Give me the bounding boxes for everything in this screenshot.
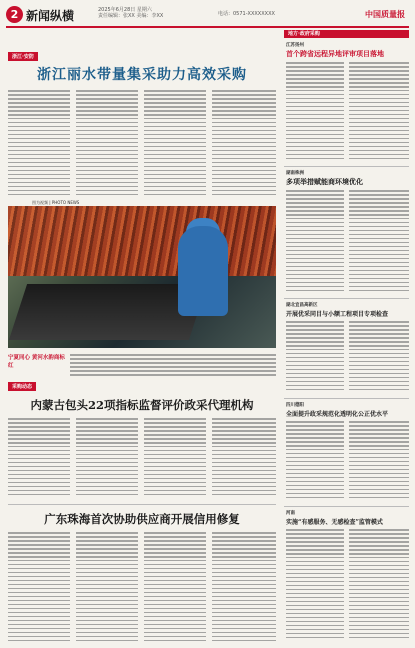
divider [284,166,409,167]
title-deyang: 全面提升政采规范化透明化公正优水平 [286,411,389,418]
divider [8,504,276,505]
header-contact: 电话：0571-XXXXXXXX [218,11,275,17]
kicker-deyang: 四川德阳 [286,403,304,408]
kicker-yichang: 湖北宜昌高新区 [286,303,318,308]
kicker-yangzhou: 江苏扬州 [286,43,304,48]
section-title: 新闻纵横 [26,9,75,23]
baotou-body-col2 [76,418,138,498]
header-meta [98,7,168,19]
divider [284,398,409,399]
section-tag: 浙江·安防 [8,52,38,61]
header-editors: 责任编辑：张XX 美编：李XX [98,13,164,19]
body-yichang-col1 [286,321,344,393]
title-yichang: 开展优采同目与小额工程项目专项检查 [286,311,389,318]
headline-zhuhai: 广东珠海首次协助供应商开展信用修复 [44,512,240,526]
photo-caption-title: 宁夏同心 黄河水韵商标红 [8,355,65,369]
lead-headline: 浙江丽水带量集采助力高效采购 [37,67,247,83]
kicker-zhuzhou: 湖南株洲 [286,171,304,176]
header-date: 2025年6月28日 星期六 [98,7,152,13]
masthead [6,4,409,28]
body-yangzhou-col2 [349,62,409,162]
body-deyang-col2 [349,421,409,501]
lead-body-col1 [8,90,70,198]
lead-body-col2 [76,90,138,198]
photo-caption-body [70,354,276,378]
zhuhai-body-col2 [76,532,138,644]
newspaper-brand: 中国质量报 [365,9,405,19]
divider [284,298,409,299]
worker-image [178,226,228,316]
page-number-badge: 2 [6,6,23,23]
kicker-henan: 河南 [286,511,295,516]
zhuhai-body-col3 [144,532,206,644]
title-zhuzhou: 多项举措赋能商环境优化 [286,177,363,186]
body-deyang-col1 [286,421,344,501]
right-section-label: 地方·政府采购 [288,31,320,37]
headline-baotou: 内蒙古包头22项指标监督评价政采代理机构 [30,398,254,412]
right-section-bar [284,30,409,38]
photo-credit: 图为视频 | PHOTO NEWS [32,200,80,205]
title-yangzhou: 首个跨省远程异地评审项目落地 [286,49,384,58]
body-yangzhou-col1 [286,62,344,162]
baotou-body-col4 [212,418,276,498]
body-henan-col2 [349,529,409,641]
body-zhuzhou-col1 [286,190,344,294]
divider [284,506,409,507]
title-henan: 实施“有感服务、无感检查”监管模式 [286,519,383,526]
baotou-body-col1 [8,418,70,498]
baotou-body-col3 [144,418,206,498]
lead-body-col3 [144,90,206,198]
section-tag-2: 采购动态 [8,382,36,391]
body-henan-col1 [286,529,344,641]
lead-body-col4 [212,90,276,198]
body-zhuzhou-col2 [349,190,409,294]
goji-berries-image [8,206,276,276]
news-photo [8,206,276,348]
body-yichang-col2 [349,321,409,393]
zhuhai-body-col1 [8,532,70,644]
zhuhai-body-col4 [212,532,276,644]
